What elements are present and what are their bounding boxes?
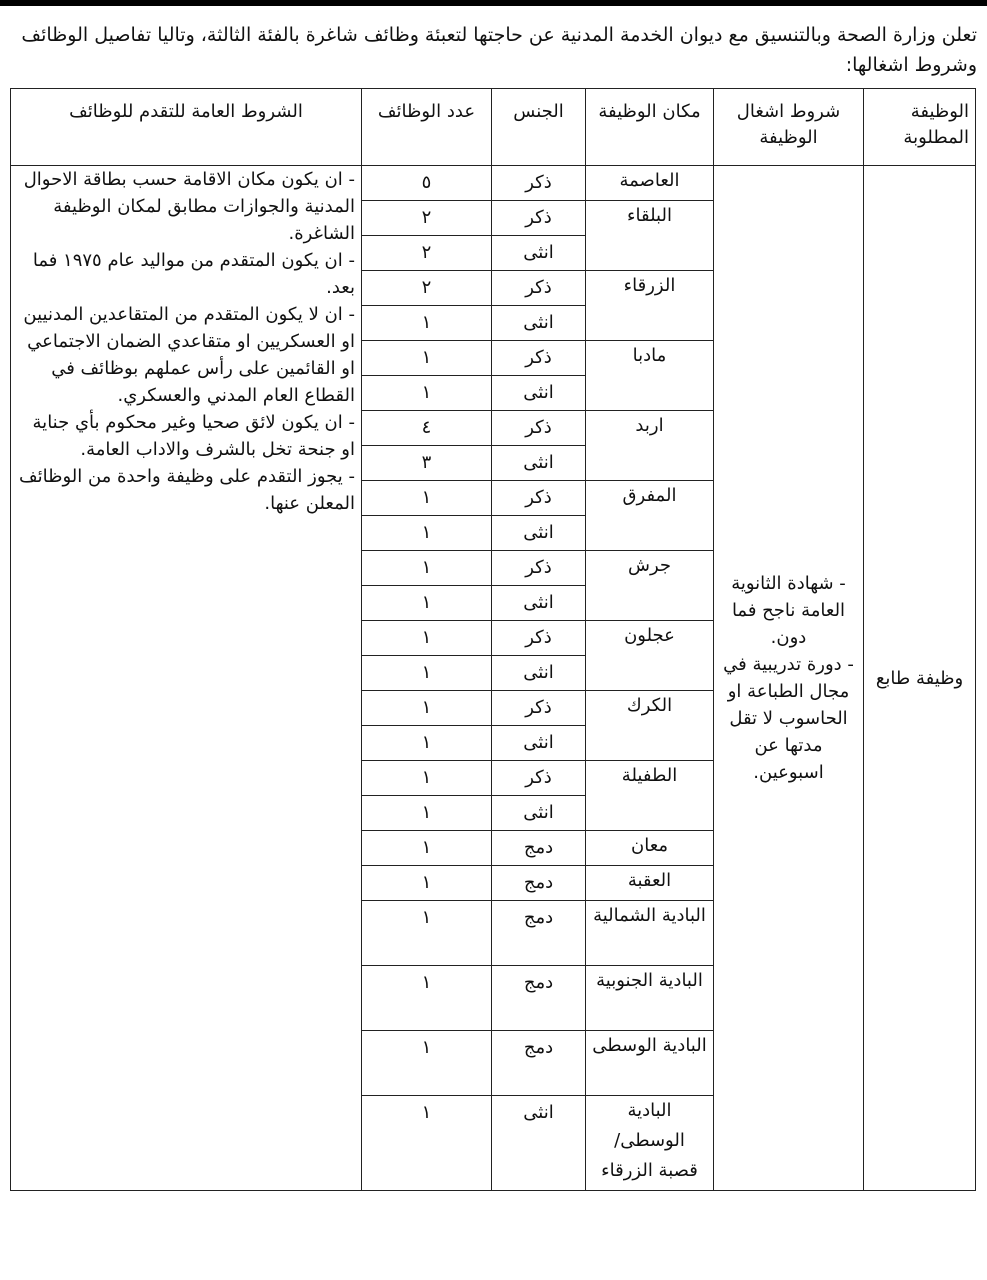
job-count-cell: ١ (362, 656, 492, 691)
job-count-cell: ١ (362, 621, 492, 656)
job-place-cell: البلقاء (586, 201, 714, 271)
gender-cell: انثى (492, 1096, 586, 1191)
job-place-cell: العقبة (586, 866, 714, 901)
job-place-cell: الطفيلة (586, 761, 714, 831)
table-row (11, 166, 976, 201)
header-requirements: شروط اشغال الوظيفة (714, 89, 864, 166)
top-bar (0, 0, 987, 6)
job-place-cell: معان (586, 831, 714, 866)
job-count-cell: ١ (362, 691, 492, 726)
job-count-cell: ١ (362, 306, 492, 341)
gender-cell: انثى (492, 446, 586, 481)
general-condition-item: - ان يكون المتقدم من مواليد عام ١٩٧٥ فما بعد. (32, 250, 355, 298)
job-place-cell: الزرقاء (586, 271, 714, 341)
general-conditions-cell (11, 166, 362, 1191)
gender-cell: انثى (492, 586, 586, 621)
job-place-cell: البادية الجنوبية (586, 966, 714, 1031)
gender-cell: انثى (492, 376, 586, 411)
job-count-cell: ١ (362, 1031, 492, 1096)
job-count-cell: ٢ (362, 236, 492, 271)
job-count-cell: ١ (362, 796, 492, 831)
gender-cell: دمج (492, 866, 586, 901)
job-place-cell: الكرك (586, 691, 714, 761)
general-condition-item: - ان لا يكون المتقدم من المتقاعدين المدنيين او العسكريين او متقاعدي الضمان الاجتماعي او القائمين على رأس عملهم بوظائف في القطاع العام المدني والعسكري. (23, 304, 355, 406)
gender-cell: دمج (492, 1031, 586, 1096)
gender-cell: ذكر (492, 201, 586, 236)
job-place-cell: العاصمة (586, 166, 714, 201)
job-count-cell: ٢ (362, 271, 492, 306)
general-condition-item: - يجوز التقدم على وظيفة واحدة من الوظائف المعلن عنها. (19, 466, 355, 514)
job-count-cell: ١ (362, 551, 492, 586)
job-count-cell: ١ (362, 866, 492, 901)
gender-cell: ذكر (492, 166, 586, 201)
job-place-cell: جرش (586, 551, 714, 621)
gender-cell: ذكر (492, 621, 586, 656)
header-gender: الجنس (492, 89, 586, 166)
job-place-cell: البادية الوسطى/ قصبة الزرقاء (586, 1096, 714, 1191)
job-count-cell: ١ (362, 341, 492, 376)
gender-cell: انثى (492, 726, 586, 761)
job-requirements-cell (714, 166, 864, 1191)
gender-cell: انثى (492, 236, 586, 271)
job-count-cell: ١ (362, 761, 492, 796)
job-count-cell: ١ (362, 901, 492, 966)
job-place-cell: المفرق (586, 481, 714, 551)
job-count-cell: ١ (362, 966, 492, 1031)
header-count: عدد الوظائف (362, 89, 492, 166)
header-place: مكان الوظيفة (586, 89, 714, 166)
announcement-intro: تعلن وزارة الصحة وبالتنسيق مع ديوان الخدمة المدنية عن حاجتها لتعبئة وظائف شاغرة بالفئة الثالثة، وتاليا تفاصيل الوظائف وشروط اشغالها: (21, 24, 977, 76)
job-count-cell: ١ (362, 586, 492, 621)
gender-cell: دمج (492, 966, 586, 1031)
gender-cell: ذكر (492, 341, 586, 376)
gender-cell: دمج (492, 901, 586, 966)
gender-cell: ذكر (492, 411, 586, 446)
header-job: الوظيفة المطلوبة (864, 89, 976, 166)
job-count-cell: ٢ (362, 201, 492, 236)
job-count-cell: ١ (362, 1096, 492, 1191)
gender-cell: ذكر (492, 761, 586, 796)
general-condition-item: - ان يكون مكان الاقامة حسب بطاقة الاحوال المدنية والجوازات مطابق لمكان الوظيفة الشاغرة. (23, 169, 355, 244)
gender-cell: انثى (492, 796, 586, 831)
gender-cell: ذكر (492, 691, 586, 726)
job-count-cell: ١ (362, 516, 492, 551)
job-count-cell: ١ (362, 481, 492, 516)
job-count-cell: ١ (362, 726, 492, 761)
job-place-cell: اربد (586, 411, 714, 481)
gender-cell: ذكر (492, 481, 586, 516)
jobs-table (10, 88, 976, 1191)
requirement-item: - شهادة الثانوية العامة ناجح فما دون. (731, 573, 846, 648)
job-title-cell: وظيفة طابع (864, 166, 976, 1191)
gender-cell: انثى (492, 656, 586, 691)
job-place-cell: البادية الوسطى (586, 1031, 714, 1096)
job-count-cell: ٣ (362, 446, 492, 481)
job-count-cell: ٥ (362, 166, 492, 201)
gender-cell: ذكر (492, 551, 586, 586)
job-count-cell: ١ (362, 831, 492, 866)
job-count-cell: ١ (362, 376, 492, 411)
gender-cell: انثى (492, 306, 586, 341)
requirement-item: - دورة تدريبية في مجال الطباعة او الحاسوب لا تقل مدتها عن اسبوعين. (723, 654, 854, 783)
table-body (11, 166, 976, 1191)
gender-cell: انثى (492, 516, 586, 551)
job-count-cell: ٤ (362, 411, 492, 446)
gender-cell: ذكر (492, 271, 586, 306)
job-place-cell: مادبا (586, 341, 714, 411)
gender-cell: دمج (492, 831, 586, 866)
job-place-cell: عجلون (586, 621, 714, 691)
header-row (11, 89, 976, 166)
header-general-conditions: الشروط العامة للتقدم للوظائف (11, 89, 362, 166)
job-place-cell: البادية الشمالية (586, 901, 714, 966)
general-condition-item: - ان يكون لائق صحيا وغير محكوم بأي جناية او جنحة تخل بالشرف والاداب العامة. (32, 412, 355, 460)
